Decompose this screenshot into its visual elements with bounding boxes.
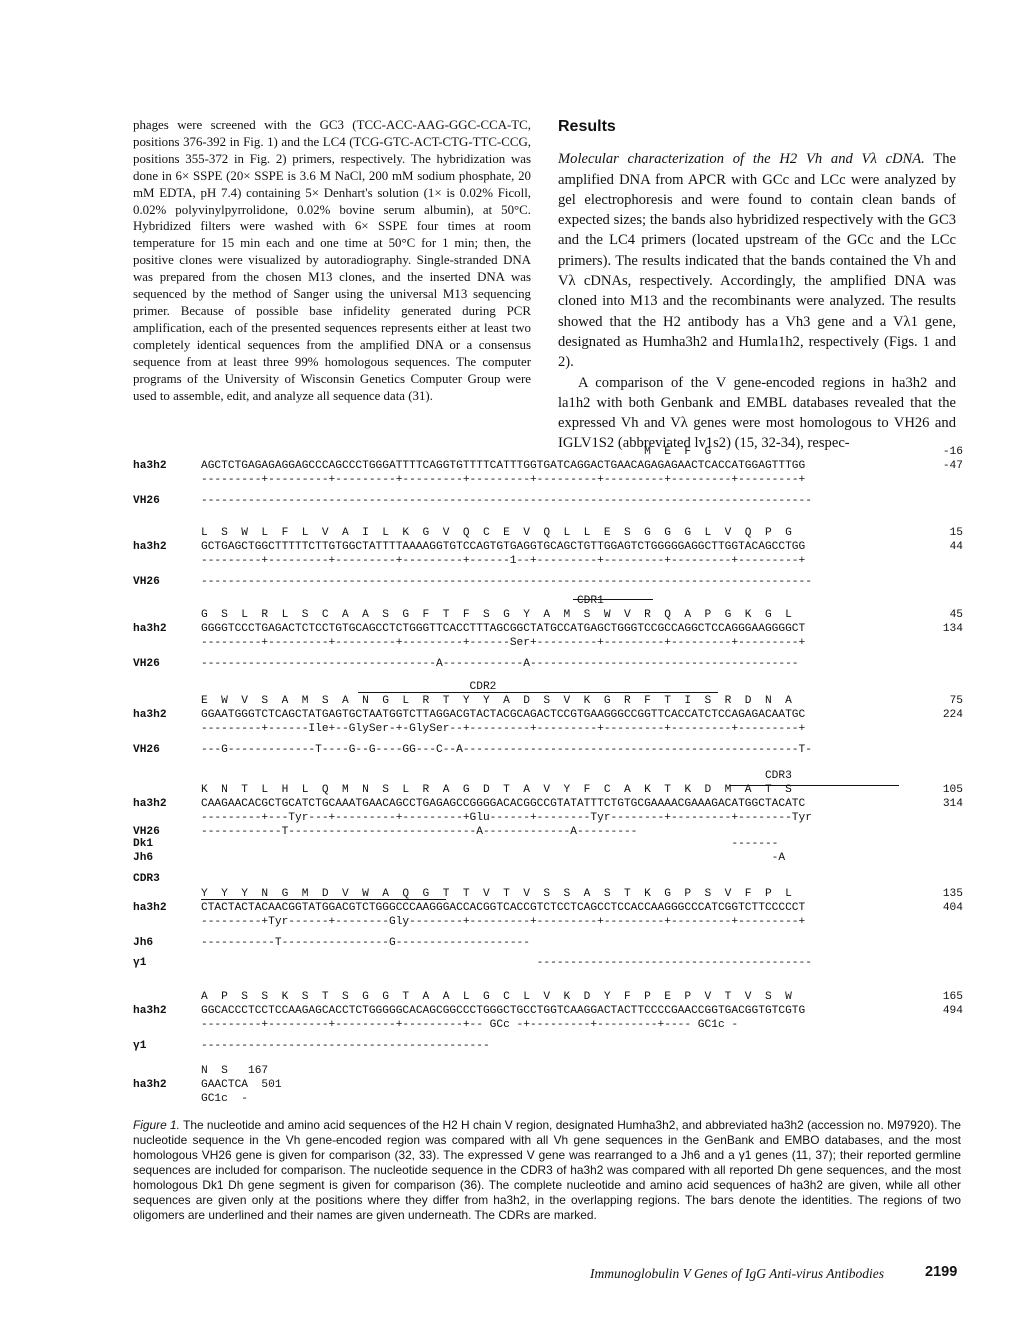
sequence-row [133, 826, 963, 838]
sequence-row [133, 541, 963, 553]
sequence-row [133, 576, 963, 588]
sequence-row-text: E W V S A M S A N G L R T Y Y A D S V K G R F T I S R D N A [201, 695, 792, 707]
sequence-row-label: CDR3 [133, 873, 160, 885]
sequence-row-label: Jh6 [133, 937, 154, 949]
sequence-row [133, 798, 963, 810]
figure-label: Figure 1. [133, 1118, 180, 1132]
right-column [558, 117, 956, 454]
sequence-row-position: 15 [949, 527, 963, 539]
sequence-row-label: ha3h2 [133, 1005, 167, 1017]
sequence-row [133, 595, 963, 607]
sequence-row-text: ------------------------------------------------------------------------------------------- [201, 576, 812, 588]
sequence-row-text: ---------+---------+---------+---------+------1--+---------+---------+---------+---------+ [201, 555, 806, 567]
sequence-row-text: -----------------------------------A------------A---------------------------------------- [201, 658, 799, 670]
sequence-row-label: γ1 [133, 957, 147, 969]
sequence-row-label: VH26 [133, 744, 160, 756]
page-number: 2199 [925, 1264, 958, 1280]
sequence-row [133, 460, 963, 472]
sequence-row-text: K N T L H L Q M N S L R A G D T A V Y F C A K T K D M A T S [201, 784, 792, 796]
sequence-row-text: ------------------------------------------- [201, 1040, 490, 1052]
sequence-row [133, 555, 963, 567]
sequence-row-position: 44 [949, 541, 963, 553]
sequence-row [133, 1005, 963, 1017]
sequence-row [133, 1019, 963, 1031]
sequence-row [133, 609, 963, 621]
sequence-row [133, 838, 963, 850]
sequence-row-text: GC1c - [201, 1093, 248, 1105]
sequence-row [133, 916, 963, 928]
sequence-row-text: ---------+---Tyr---+---------+---------+Glu------+--------Tyr--------+---------+--------Tyr [201, 812, 812, 824]
sequence-row-text: M E F G [201, 446, 712, 458]
sequence-row [133, 902, 963, 914]
sequence-row [133, 1093, 963, 1105]
sequence-row-label: Dk1 [133, 838, 154, 850]
sequence-row [133, 770, 963, 782]
sequence-row [133, 474, 963, 486]
sequence-row-label: VH26 [133, 495, 160, 507]
sequence-row [133, 623, 963, 635]
sequence-row-text: GCTGAGCTGGCTTTTTCTTGTGGCTATTTTAAAAGGTGTCCAGTGTGAGGTGCAGCTGTTGGAGTCTGGGGGAGGCTTGGTACAGCCTGG [201, 541, 806, 553]
sequence-row-label: ha3h2 [133, 709, 167, 721]
sequence-row-position: 105 [942, 784, 963, 796]
subsection-title: Molecular characterization of the H2 Vh and Vλ cDNA. [558, 151, 925, 168]
sequence-row-text: CTACTACTACAACGGTATGGACGTCTGGGCCCAAGGGACCACGGTCACCGTCTCCTCAGCCTCCACCAAGGGCCCATCGGTCTTCCCCCT [201, 902, 806, 914]
sequence-row [133, 695, 963, 707]
sequence-row-label: ha3h2 [133, 798, 167, 810]
sequence-row-text: -----------T----------------G-------------------- [201, 937, 530, 949]
sequence-row [133, 991, 963, 1003]
results-heading: Results [558, 118, 616, 135]
results-paragraph-1 [558, 149, 956, 372]
sequence-row-text: ----------------------------------------- [201, 957, 812, 969]
sequence-row-text: GAACTCA 501 [201, 1079, 282, 1091]
sequence-row-text: ---------+---------+---------+---------+-- GCc -+---------+---------+---- GC1c - [201, 1019, 739, 1031]
sequence-row-text: Y Y Y N G M D V W A Q G T T V T V S S A S T K G P S V F P L [201, 888, 792, 900]
sequence-row-text: CDR3 [201, 770, 792, 782]
sequence-figure [133, 446, 963, 1106]
sequence-row-position: 494 [942, 1005, 963, 1017]
sequence-row-label: VH26 [133, 658, 160, 670]
sequence-row-text: GGAATGGGTCTCAGCTATGAGTGCTAATGGTCTTAGGACGTACTACGCAGACTCCGTGAAGGGCCGGTTCACCATCTCCAGAGACAATGC [201, 709, 806, 721]
sequence-row-text: N S 167 [201, 1065, 269, 1077]
sequence-row-text: ---G-------------T----G--G----GG---C--A--------------------------------------------------T- [201, 744, 812, 756]
sequence-row [133, 527, 963, 539]
sequence-row-text: CDR2 [201, 681, 497, 693]
sequence-row [133, 1040, 963, 1052]
sequence-row-text: GGGGTCCCTGAGACTCTCCTGTGCAGCCTCTGGGTTCACCTTTAGCGGCTATGCCATGAGCTGGGTCCGCCAGGCTCCAGGGAAGGGGCT [201, 623, 806, 635]
sequence-row [133, 744, 963, 756]
sequence-row [133, 937, 963, 949]
sequence-row-text: A P S S K S T S G G T A A L G C L V K D Y F P E P V T V S W [201, 991, 792, 1003]
sequence-row-label: ha3h2 [133, 1079, 167, 1091]
sequence-row-label: Jh6 [133, 852, 154, 864]
sequence-row-position: 404 [942, 902, 963, 914]
sequence-row-label: ha3h2 [133, 623, 167, 635]
sequence-row-label: ha3h2 [133, 541, 167, 553]
sequence-row [133, 888, 963, 900]
sequence-row [133, 658, 963, 670]
sequence-row-text: ------------------------------------------------------------------------------------------- [201, 495, 812, 507]
sequence-row-text: ---------+---------+---------+---------+------Ser+---------+---------+---------+---------+ [201, 637, 806, 649]
sequence-row-label: γ1 [133, 1040, 147, 1052]
results-paragraph-1-body: The amplified DNA from APCR with GCc and LCc were analyzed by gel electrophoresis and were found to contain clean bands of expected sizes; the bands also hybridized respectively with the GC3 and the LC4 primers (located upstream of the GCc and the LCc primers). The results indicated that the bands contained the Vh and Vλ cDNAs, respectively. Accordingly, the amplified DNA was cloned into M13 and the recombinants were analyzed. The results showed that the H2 antibody has a Vh3 gene and a Vλ1 gene, designated as Humha3h2 and Humla1h2, respectively (Figs. 1 and 2). [558, 151, 956, 371]
sequence-row-text: CDR1 [201, 595, 604, 607]
sequence-row [133, 873, 963, 885]
sequence-row-position: 75 [949, 695, 963, 707]
sequence-row-text: AGCTCTGAGAGAGGAGCCCAGCCCTGGGATTTTCAGGTGTTTTCATTTGGTGATCAGGACTGAACAGAGAGAACTCACCATGGAGTTTGG [201, 460, 806, 472]
sequence-row-text: L S W L F L V A I L K G V Q C E V Q L L E S G G G L V Q P G [201, 527, 792, 539]
figure-caption-text: The nucleotide and amino acid sequences of the H2 H chain V region, designated Humha3h2, and abbreviated ha3h2 (accession no. M97920). The nucleotide sequence in the Vh gene-encoded region was compared with all Vh gene sequences in the GenBank and EMBO databases, and the most homologous VH26 gene is given for comparison (32, 33). The expressed V gene was rearranged to a Jh6 and a γ1 genes (11, 37); their reported germline sequences are included for comparison. The nucleotide sequence in the CDR3 of ha3h2 was compared with all reported Dh gene sequences, and the most homologous Dk1 Dh gene segment is given for comparison (36). The complete nucleotide and amino acid sequences of ha3h2 are given, while all other sequences are given only at the positions where they differ from ha3h2, in the overlapping regions. The bars denote the identities. The regions of two oligomers are underlined and their names are given underneath. The CDRs are marked. [133, 1118, 961, 1222]
sequence-row-text: ---------+------Ile+--GlySer-+-GlySer--+---------+---------+---------+---------+---------+ [201, 723, 806, 735]
sequence-row-label: VH26 [133, 826, 160, 838]
sequence-row [133, 495, 963, 507]
sequence-row [133, 1065, 963, 1077]
sequence-row [133, 1079, 963, 1091]
sequence-row-position: 224 [942, 709, 963, 721]
sequence-row-label: ha3h2 [133, 460, 167, 472]
sequence-row-position: 45 [949, 609, 963, 621]
sequence-row-position: 314 [942, 798, 963, 810]
sequence-row-position: 165 [942, 991, 963, 1003]
sequence-row-position: -16 [942, 446, 963, 458]
sequence-row-text: GGCACCCTCCTCCAAGAGCACCTCTGGGGGCACAGCGGCCCTGGGCTGCCTGGTCAAGGACTACTTCCCCGAACCGGTGACGGTGTCGTG [201, 1005, 806, 1017]
sequence-row-label: VH26 [133, 576, 160, 588]
sequence-row-text: -A [201, 852, 786, 864]
sequence-row [133, 784, 963, 796]
sequence-row [133, 637, 963, 649]
sequence-row-text: ------- [201, 838, 779, 850]
sequence-row [133, 723, 963, 735]
sequence-row [133, 446, 963, 458]
sequence-row-label: ha3h2 [133, 902, 167, 914]
sequence-row-text: CAAGAACACGCTGCATCTGCAAATGAACAGCCTGAGAGCCGGGGACACGGCCGTATATTTCTGTGCGAAAACGAAAGACATGGCTACATC [201, 798, 806, 810]
sequence-row [133, 812, 963, 824]
sequence-row-position: -47 [942, 460, 963, 472]
sequence-row-text: G S L R L S C A A S G F T F S G Y A M S W V R Q A P G K G L [201, 609, 792, 621]
sequence-row [133, 709, 963, 721]
sequence-row [133, 957, 963, 969]
sequence-row-text: ---------+---------+---------+---------+---------+---------+---------+---------+---------+ [201, 474, 806, 486]
figure-caption [133, 1118, 961, 1223]
running-title: Immunoglobulin V Genes of IgG Anti-virus Antibodies [590, 1266, 884, 1281]
sequence-row-text: ------------T----------------------------A-------------A--------- [201, 826, 638, 838]
left-column-text: phages were screened with the GC3 (TCC-ACC-AAG-GGC-CCA-TC, positions 376-392 in Fig. 1) and the LC4 (TCG-GTC-ACT-CTG-TTC-CCG, positions 355-372 in Fig. 2) primers, respectively. The hybridization was done in 6× SSPE (20× SSPE is 3.6 M NaCl, 200 mM sodium phosphate, 20 mM EDTA, pH 7.4) containing 5× Denhart's solution (1× is 0.02% Ficoll, 0.02% polyvinylpyrrolidone, 0.02% bovine serum albumin), at 50°C. Hybridized filters were washed with 6× SSPE four times at room temperature for 15 min each and one time at 50°C for 1 min; then, the positive clones were visualized by autoradiography. Single-stranded DNA was prepared from the chosen M13 clones, and the inserted DNA was sequenced by the method of Sanger using the universal M13 sequencing primer. Because of possible base infidelity generated during PCR amplification, each of the presented sequences represents either at least two completely identical sequences from the amplified DNA or a consensus sequence from at least three 99% homologous sequences. The computer programs of the University of Wisconsin Genetics Computer Group were used to assemble, edit, and analyze all sequence data (31). [133, 118, 531, 403]
sequence-row-text: ---------+Tyr------+--------Gly--------+---------+---------+---------+---------+---------+ [201, 916, 806, 928]
sequence-row [133, 681, 963, 693]
results-paragraph-2: A comparison of the V gene-encoded regions in ha3h2 and la1h2 with both Genbank and EMBL databases revealed that the expressed Vh and Vλ genes were most homologous to VH26 and IGLV1S2 (abbreviated lv1s2) (15, 32-34), respec- [558, 374, 956, 452]
sequence-row [133, 852, 963, 864]
sequence-row-position: 135 [942, 888, 963, 900]
sequence-row-position: 134 [942, 623, 963, 635]
